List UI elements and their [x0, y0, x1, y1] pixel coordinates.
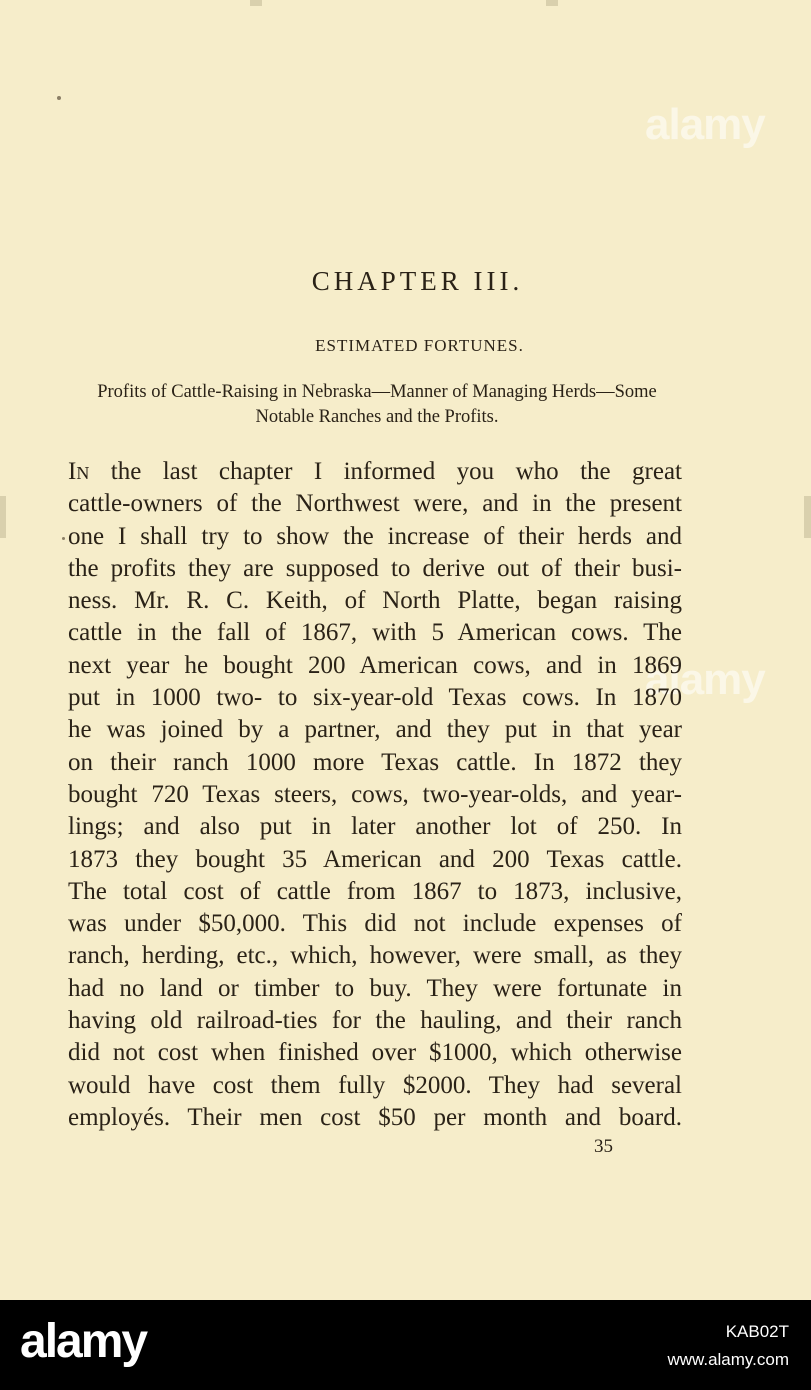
- stray-ink-dot: [57, 96, 61, 100]
- body-text: [68, 456, 682, 1134]
- alamy-logo: alamy: [20, 1315, 147, 1368]
- page-edge-mark: [250, 0, 262, 6]
- body-line: cattle-owners of the Northwest were, and in the present: [68, 490, 682, 518]
- body-line: was under $50,000. This did not include expenses of: [68, 910, 682, 938]
- body-line: he was joined by a partner, and they put in that year: [68, 716, 682, 744]
- page-edge-mark: [546, 0, 558, 6]
- page-edge-mark: [0, 496, 6, 538]
- body-line: ranch, herding, etc., which, however, were small, as they: [68, 942, 682, 970]
- watermark-top: alamy: [645, 100, 765, 149]
- body-line: on their ranch 1000 more Texas cattle. In 1872 they: [68, 748, 682, 776]
- body-line: bought 720 Texas steers, cows, two-year-olds, and year-: [68, 780, 682, 808]
- body-line: put in 1000 two- to six-year-old Texas cows. In 1870: [68, 684, 682, 712]
- body-line: had no land or timber to buy. They were fortunate in: [68, 974, 682, 1002]
- image-id: KAB02T: [725, 1322, 789, 1341]
- page-edge-mark: [804, 496, 811, 538]
- body-line: employés. Their men cost $50 per month and board.: [68, 1103, 682, 1131]
- body-line: next year he bought 200 American cows, and in 1869: [68, 651, 682, 679]
- chapter-title: CHAPTER III.: [311, 266, 524, 296]
- body-line: ness. Mr. R. C. Keith, of North Platte, began raising: [68, 587, 682, 615]
- body-dropcap: In: [68, 458, 90, 485]
- body-line: one I shall try to show the increase of their herds and: [68, 522, 682, 550]
- body-line: the profits they are supposed to derive out of their busi-: [68, 554, 682, 582]
- body-line: 1873 they bought 35 American and 200 Texas cattle.: [68, 845, 682, 873]
- body-line: would have cost them fully $2000. They had several: [68, 1071, 682, 1099]
- body-line: The total cost of cattle from 1867 to 1873, inclusive,: [68, 877, 682, 905]
- watermark-middle: alamy: [645, 655, 765, 704]
- chapter-subtitle: ESTIMATED FORTUNES.: [315, 336, 524, 355]
- body-line: having old railroad-ties for the hauling, and their ranch: [68, 1007, 682, 1035]
- watermark-footer-bar: [0, 1300, 811, 1390]
- body-line: did not cost when finished over $1000, which otherwise: [68, 1039, 682, 1067]
- body-line: In the last chapter I informed you who the great: [68, 458, 682, 485]
- page-number: 35: [594, 1136, 613, 1157]
- chapter-synopsis: Profits of Cattle-Raising in Nebraska—Manner of Managing Herds—Some Notable Ranches and the Profits.: [97, 382, 657, 427]
- body-line: cattle in the fall of 1867, with 5 American cows. The: [68, 619, 682, 647]
- body-line: lings; and also put in later another lot of 250. In: [68, 813, 682, 841]
- stray-ink-dot: [62, 537, 65, 540]
- source-url: www.alamy.com: [667, 1350, 789, 1369]
